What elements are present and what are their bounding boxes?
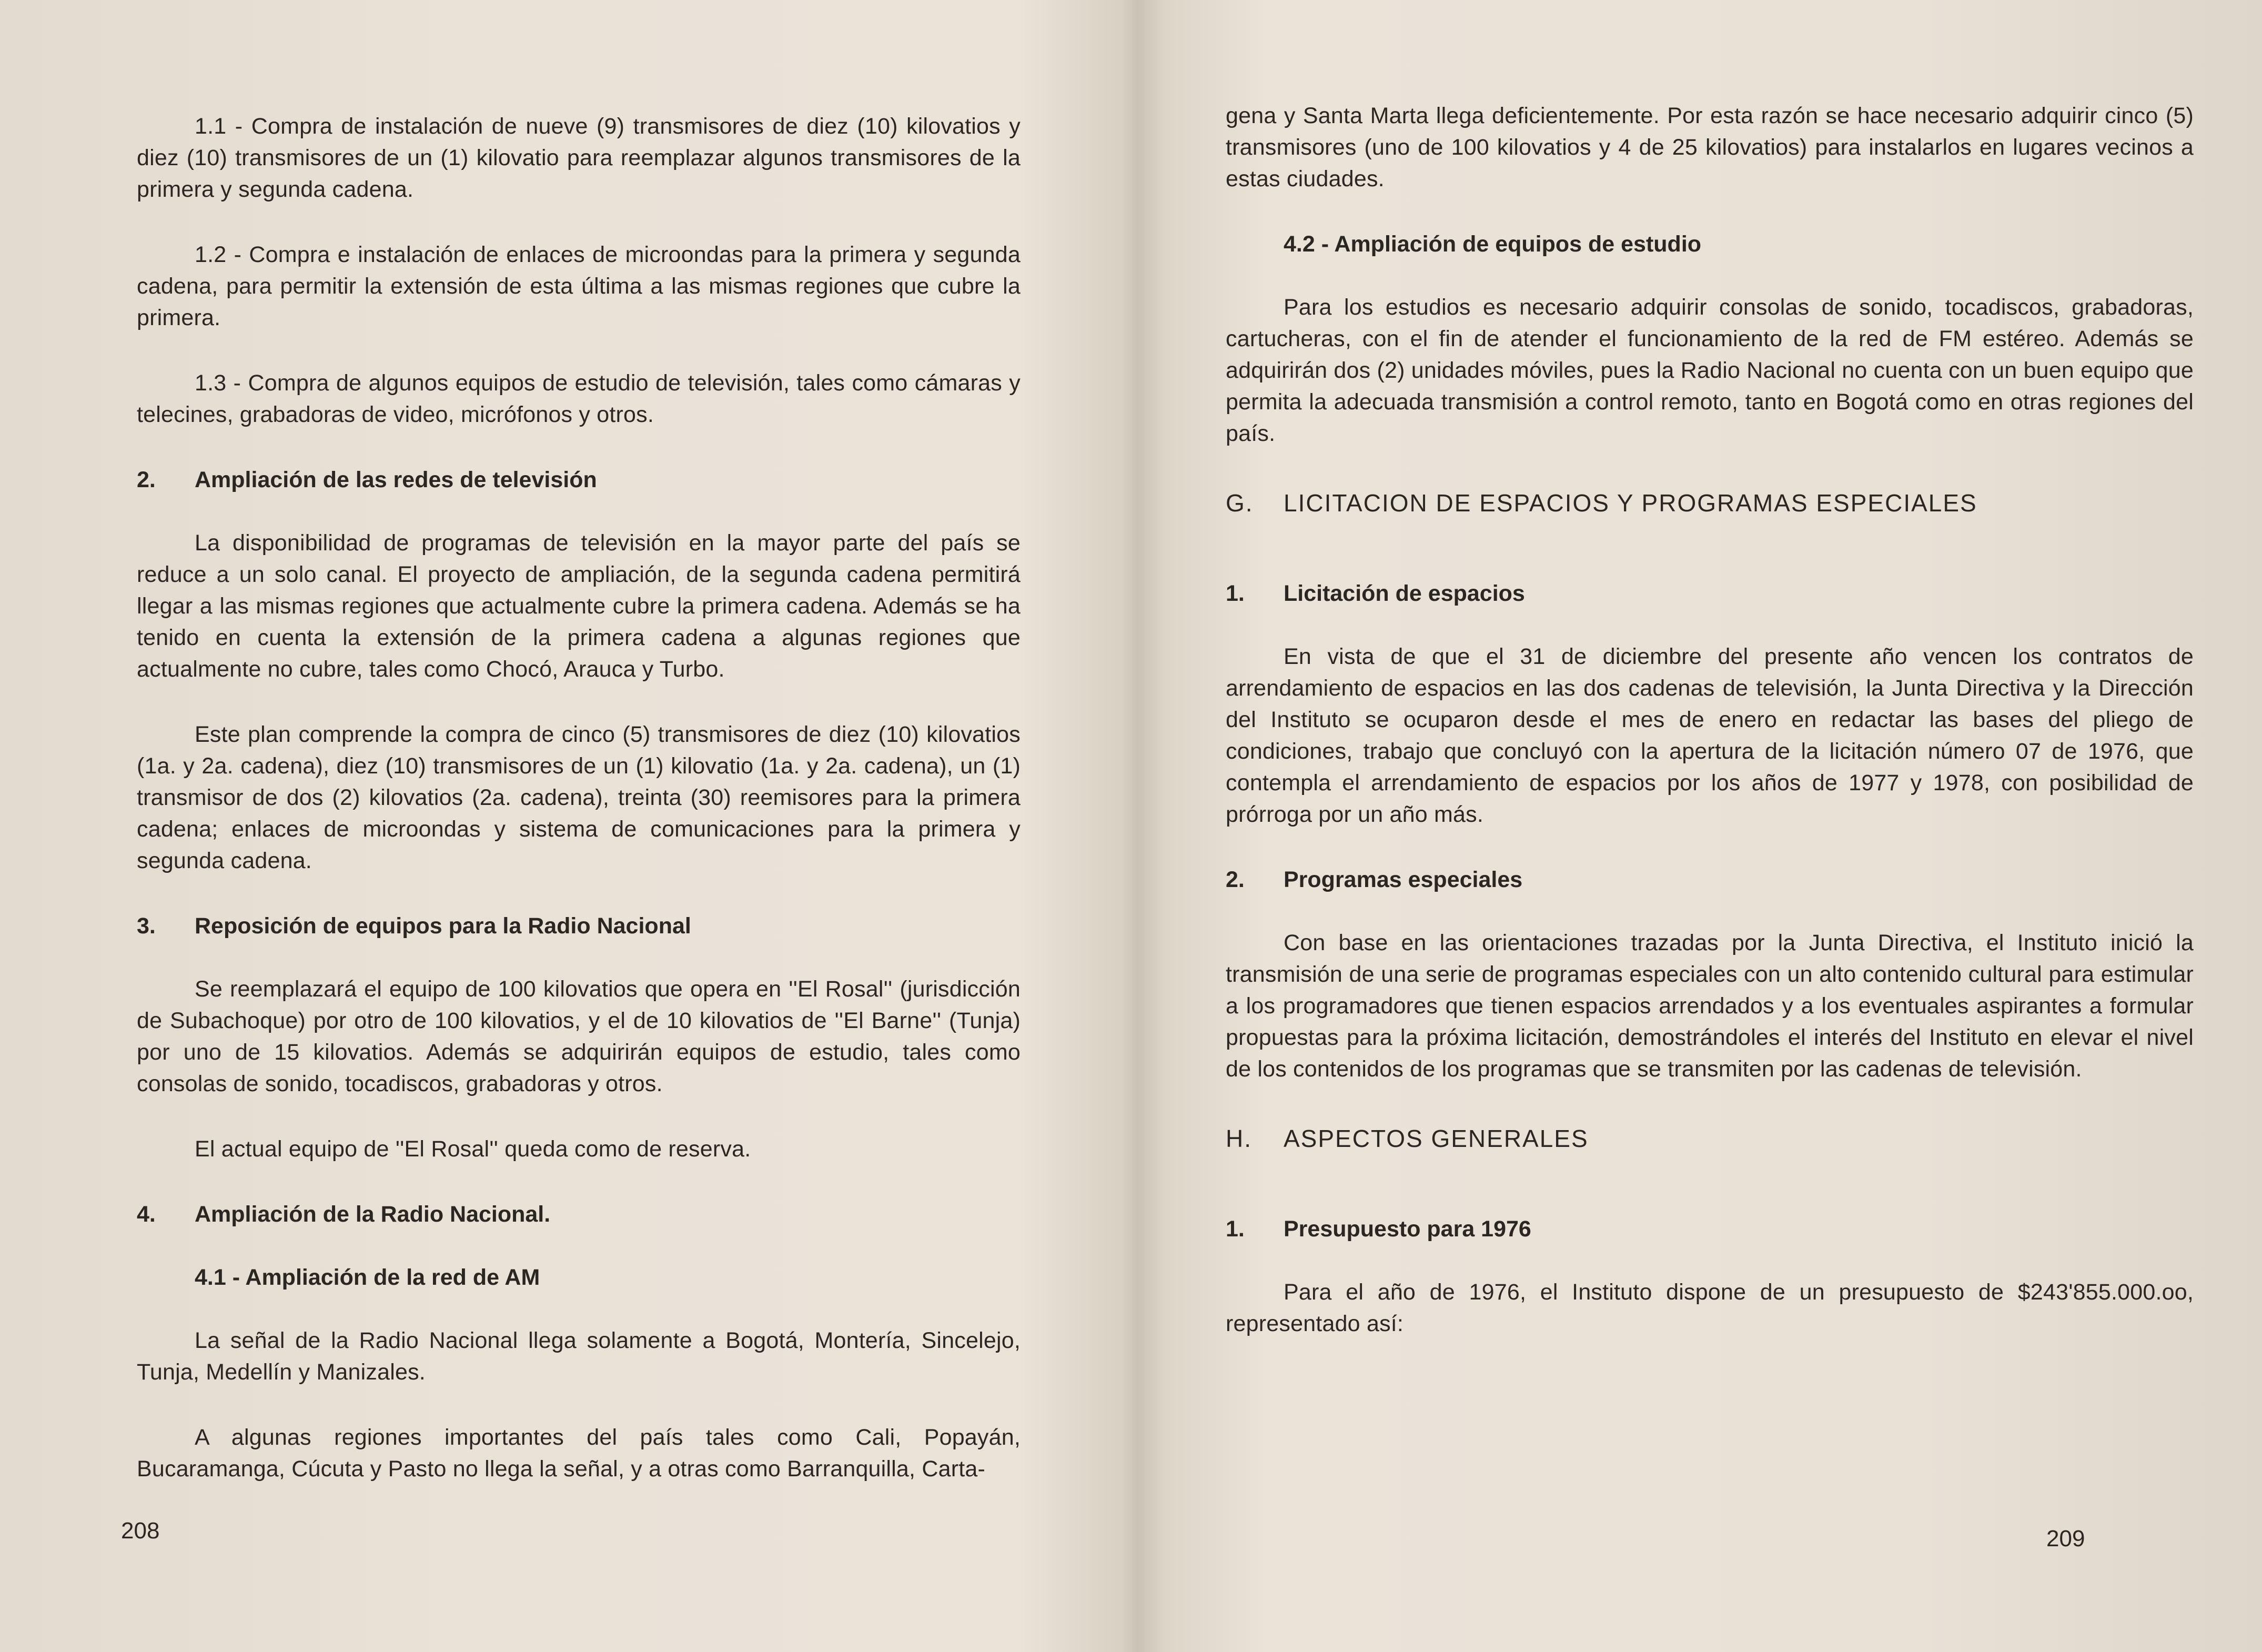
paragraph-special-programs: Con base en las orientaciones trazadas por la Junta Directiva, el Instituto inició la transmisión de una serie de programas especiales con un alto contenido cultural para estimular a los programadores que tienen espacios arrendados y a los eventuales aspirantes a formular propuestas para la próxima licitación, demostrándoles el interés del Instituto en elevar el nivel de los contenidos de los programas que se transmiten por las cadenas de televisión. — [1226, 930, 2194, 1082]
paragraph-studio-equipment: Para los estudios es necesario adquirir consolas de sonido, tocadiscos, grabadoras, cartucheras, con el fin de atender el funcionamiento de la red de FM estéreo. Además se adquirirán dos (2) unidades móviles, pues la Radio Nacional no cuenta con un buen equipo que permita la adecuada transmisión a control remoto, tanto en Bogotá como en otras regiones del país. — [1226, 295, 2194, 446]
paragraph-1-2: 1.2 - Compra e instalación de enlaces de microondas para la primera y segunda cadena, para permitir la extensión de esta última a las mismas regiones que cubre la primera. — [137, 242, 1021, 330]
heading-radio-expansion — [137, 1198, 1021, 1230]
paragraph-tv-availability: La disponibilidad de programas de televisión en la mayor parte del país se reduce a un solo canal. El proyecto de ampliación, de la segunda cadena permitirá llegar a las mismas regiones que actualmente cubre la primera cadena. Además se ha tenido en cuenta la extensión de la primera cadena a algunas regiones que actualmente no cubre, tales como Chocó, Arauca y Turbo. — [137, 530, 1021, 682]
subheading-studio-equipment: 4.2 - Ampliación de equipos de estudio — [1284, 231, 1702, 257]
paragraph-regions-signal: A algunas regiones importantes del país tales como Cali, Popayán, Bucaramanga, Cúcuta y Pasto no llega la señal, y a otras como Barranquilla, Carta- — [137, 1425, 1021, 1482]
section-letter: H. — [1226, 1125, 1252, 1152]
section-text: ASPECTOS GENERALES — [1284, 1125, 1589, 1152]
section-g-title — [1226, 486, 2194, 520]
paragraph-continuation: gena y Santa Marta llega deficientemente. Por esta razón se hace necesario adquirir cinco (5) transmisores (uno de 100 kilovatios y 4 de 25 kilovatios) para instalarlos en lugares vecinos a estas ciudades. — [1226, 103, 2194, 192]
paragraph-1-3: 1.3 - Compra de algunos equipos de estudio de televisión, tales como cámaras y telecines, grabadoras de video, micrófonos y otros. — [137, 370, 1021, 427]
paragraph-tv-plan: Este plan comprende la compra de cinco (5) transmisores de diez (10) kilovatios (1a. y 2a. cadena), diez (10) transmisores de un (1) kilovatio (1a. y 2a. cadena), un (1) transmisor de dos (2) kilovatios (2a. cadena), treinta (30) reemisores para la primera cadena; enlaces de microondas y sistema de comunicaciones para la primera y segunda cadena. — [137, 722, 1021, 873]
section-letter: G. — [1226, 489, 1254, 517]
section-text: LICITACION DE ESPACIOS Y PROGRAMAS ESPECIALES — [1284, 489, 1977, 517]
heading-number: 4. — [137, 1202, 156, 1227]
paragraph-budget: Para el año de 1976, el Instituto dispone de un presupuesto de $243'855.000.oo, representado así: — [1226, 1280, 2194, 1336]
section-h-title — [1226, 1122, 2194, 1155]
heading-number: 2. — [137, 467, 156, 492]
heading-text: Presupuesto para 1976 — [1284, 1216, 1531, 1242]
heading-number: 1. — [1226, 581, 1245, 606]
heading-tv-networks — [137, 464, 1021, 496]
heading-number: 3. — [137, 913, 156, 939]
heading-number: 1. — [1226, 1216, 1245, 1242]
subheading-am-network: 4.1 - Ampliación de la red de AM — [195, 1265, 540, 1290]
heading-text: Ampliación de las redes de televisión — [195, 467, 597, 492]
page-number-right: 209 — [2046, 1526, 2085, 1552]
paragraph-1-1: 1.1 - Compra de instalación de nueve (9) transmisores de diez (10) kilovatios y diez (10) transmisores de un (1) kilovatio para reemplazar algunos transmisores de la primera y segunda cadena. — [137, 114, 1021, 202]
heading-text: Licitación de espacios — [1284, 581, 1525, 606]
heading-text: Programas especiales — [1284, 867, 1523, 892]
heading-radio-replacement — [137, 910, 1021, 942]
heading-text: Ampliación de la Radio Nacional. — [195, 1202, 551, 1227]
heading-text: Reposición de equipos para la Radio Nacional — [195, 913, 691, 939]
heading-budget-1976 — [1226, 1213, 2194, 1245]
paragraph-radio-replacement: Se reemplazará el equipo de 100 kilovatios que opera en ''El Rosal'' (jurisdicción de Subachoque) por otro de 100 kilovatios, y el de 10 kilovatios de ''El Barne'' (Tunja) por uno de 15 kilovatios. Además se adquirirán equipos de estudio, tales como consolas de sonido, tocadiscos, grabadoras y otros. — [137, 976, 1021, 1096]
heading-space-tender — [1226, 578, 2194, 609]
paragraph-radio-signal: La señal de la Radio Nacional llega solamente a Bogotá, Montería, Sincelejo, Tunja, Medellín y Manizales. — [137, 1328, 1021, 1385]
heading-special-programs — [1226, 864, 2194, 895]
heading-number: 2. — [1226, 867, 1245, 892]
right-page — [1142, 0, 2262, 1652]
page-number-left: 208 — [121, 1518, 160, 1544]
paragraph-el-rosal-reserve: El actual equipo de ''El Rosal'' queda como de reserva. — [195, 1136, 751, 1162]
paragraph-space-tender: En vista de que el 31 de diciembre del presente año vencen los contratos de arrendamiento de espacios en las dos cadenas de televisión, la Junta Directiva y la Dirección del Instituto se ocuparon desde el mes de enero en redactar las bases del pliego de condiciones, trabajo que concluyó con la apertura de la licitación número 07 de 1976, que contempla el arrendamiento de espacios por los años de 1977 y 1978, con posibilidad de prórroga por un año más. — [1226, 644, 2194, 827]
